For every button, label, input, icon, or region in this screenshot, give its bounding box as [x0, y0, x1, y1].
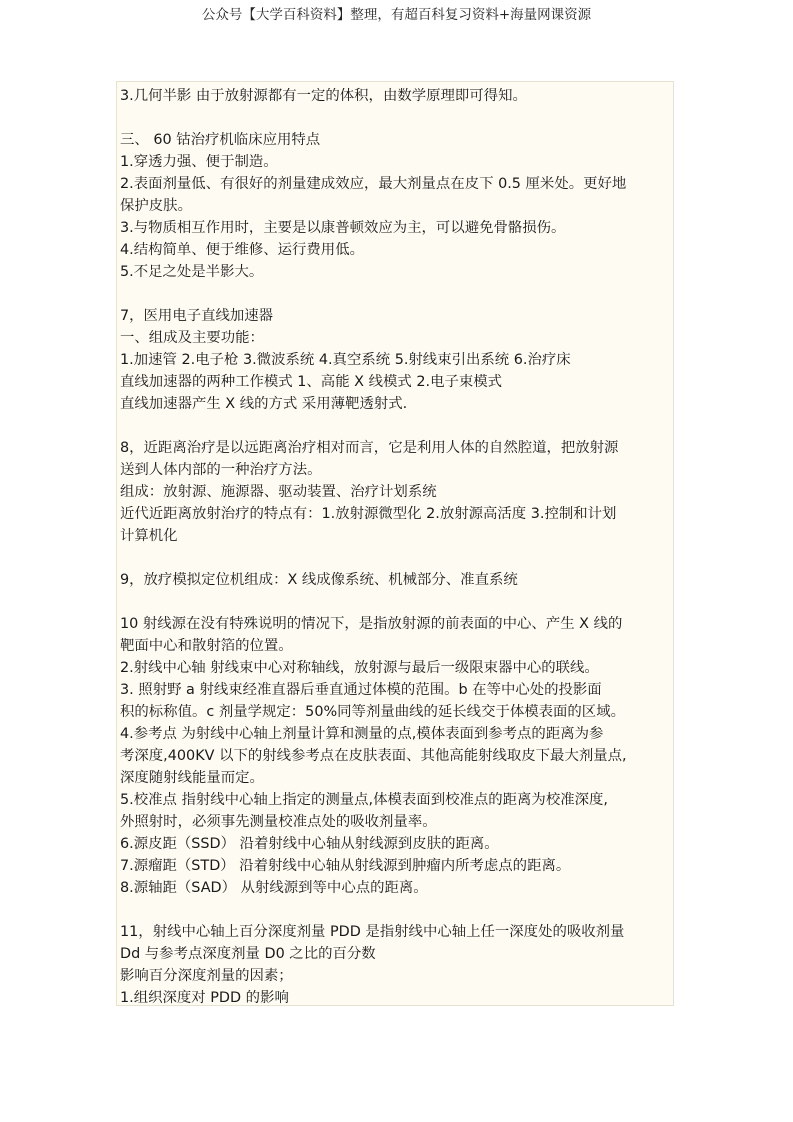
- text-line: 4.参考点 为射线中心轴上剂量计算和测量的点,模体表面到参考点的距离为参: [120, 726, 604, 742]
- text-line: 1.组织深度对 PDD 的影响: [120, 990, 289, 1006]
- text-line: 10 射线源在没有特殊说明的情况下，是指放射源的前表面的中心、产生 X 线的: [120, 616, 623, 632]
- text-line: 考深度,400KV 以下的射线参考点在皮肤表面、其他高能射线取皮下最大剂量点,: [120, 748, 627, 764]
- text-line: 直线加速器的两种工作模式 1、高能 X 线模式 2.电子束模式: [120, 374, 503, 390]
- text-line: 9，放疗模拟定位机组成：X 线成像系统、机械部分、准直系统: [120, 572, 518, 588]
- text-line: 影响百分深度剂量的因素；: [120, 968, 293, 984]
- text-line: 3.几何半影 由于放射源都有一定的体积，由数学原理即可得知。: [120, 88, 527, 104]
- text-line: Dd 与参考点深度剂量 D0 之比的百分数: [120, 946, 376, 962]
- text-line: 计算机化: [120, 528, 178, 544]
- text-line: 6.源皮距（SSD） 沿着射线中心轴从射线源到皮肤的距离。: [120, 836, 499, 852]
- text-line: 3. 照射野 a 射线束经准直器后垂直通过体模的范围。b 在等中心处的投影面: [120, 682, 602, 698]
- text-line: 7.源瘤距（STD） 沿着射线中心轴从射线源到肿瘤内所考虑点的距离。: [120, 858, 571, 874]
- text-line: 近代近距离放射治疗的特点有：1.放射源微型化 2.放射源高活度 3.控制和计划: [120, 506, 617, 522]
- text-line: 2.表面剂量低、有很好的剂量建成效应，最大剂量点在皮下 0.5 厘米处。更好地: [120, 176, 627, 192]
- text-line: 1.穿透力强、便于制造。: [120, 154, 278, 170]
- document-body: [116, 81, 674, 1006]
- text-line: 7，医用电子直线加速器: [120, 308, 274, 324]
- text-line: 保护皮肤。: [120, 198, 192, 214]
- text-line: 直线加速器产生 X 线的方式 采用薄靶透射式.: [120, 396, 408, 412]
- text-line: 外照射时，必须事先测量校准点处的吸收剂量率。: [120, 814, 437, 830]
- text-line: 组成：放射源、施源器、驱动装置、治疗计划系统: [120, 484, 437, 500]
- text-line: 靶面中心和散射箔的位置。: [120, 638, 293, 654]
- text-line: 3.与物质相互作用时，主要是以康普顿效应为主，可以避免骨骼损伤。: [120, 220, 566, 236]
- text-line: 4.结构简单、便于维修、运行费用低。: [120, 242, 364, 258]
- text-line: 5.校准点 指射线中心轴上指定的测量点,体模表面到校准点的距离为校准深度,: [120, 792, 608, 808]
- text-line: 一、组成及主要功能：: [120, 330, 264, 346]
- text-line: 8.源轴距（SAD） 从射线源到等中心点的距离。: [120, 880, 428, 896]
- page-header: 公众号【大学百科资料】整理，有超百科复习资料+海量网课资源: [201, 7, 592, 23]
- text-line: 11，射线中心轴上百分深度剂量 PDD 是指射线中心轴上任一深度处的吸收剂量: [120, 924, 625, 940]
- text-line: 三、 60 钴治疗机临床应用特点: [120, 132, 321, 148]
- text-line: 1.加速管 2.电子枪 3.微波系统 4.真空系统 5.射线束引出系统 6.治疗床: [120, 352, 571, 368]
- text-line: 5.不足之处是半影大。: [120, 264, 264, 280]
- text-line: 积的标称值。c 剂量学规定：50%同等剂量曲线的延长线交于体模表面的区域。: [120, 704, 625, 720]
- text-line: 深度随射线能量而定。: [120, 770, 264, 786]
- text-line: 2.射线中心轴 射线束中心对称轴线，放射源与最后一级限束器中心的联线。: [120, 660, 599, 676]
- text-line: 送到人体内部的一种治疗方法。: [120, 462, 322, 478]
- text-line: 8，近距离治疗是以远距离治疗相对而言，它是利用人体的自然腔道，把放射源: [120, 440, 619, 456]
